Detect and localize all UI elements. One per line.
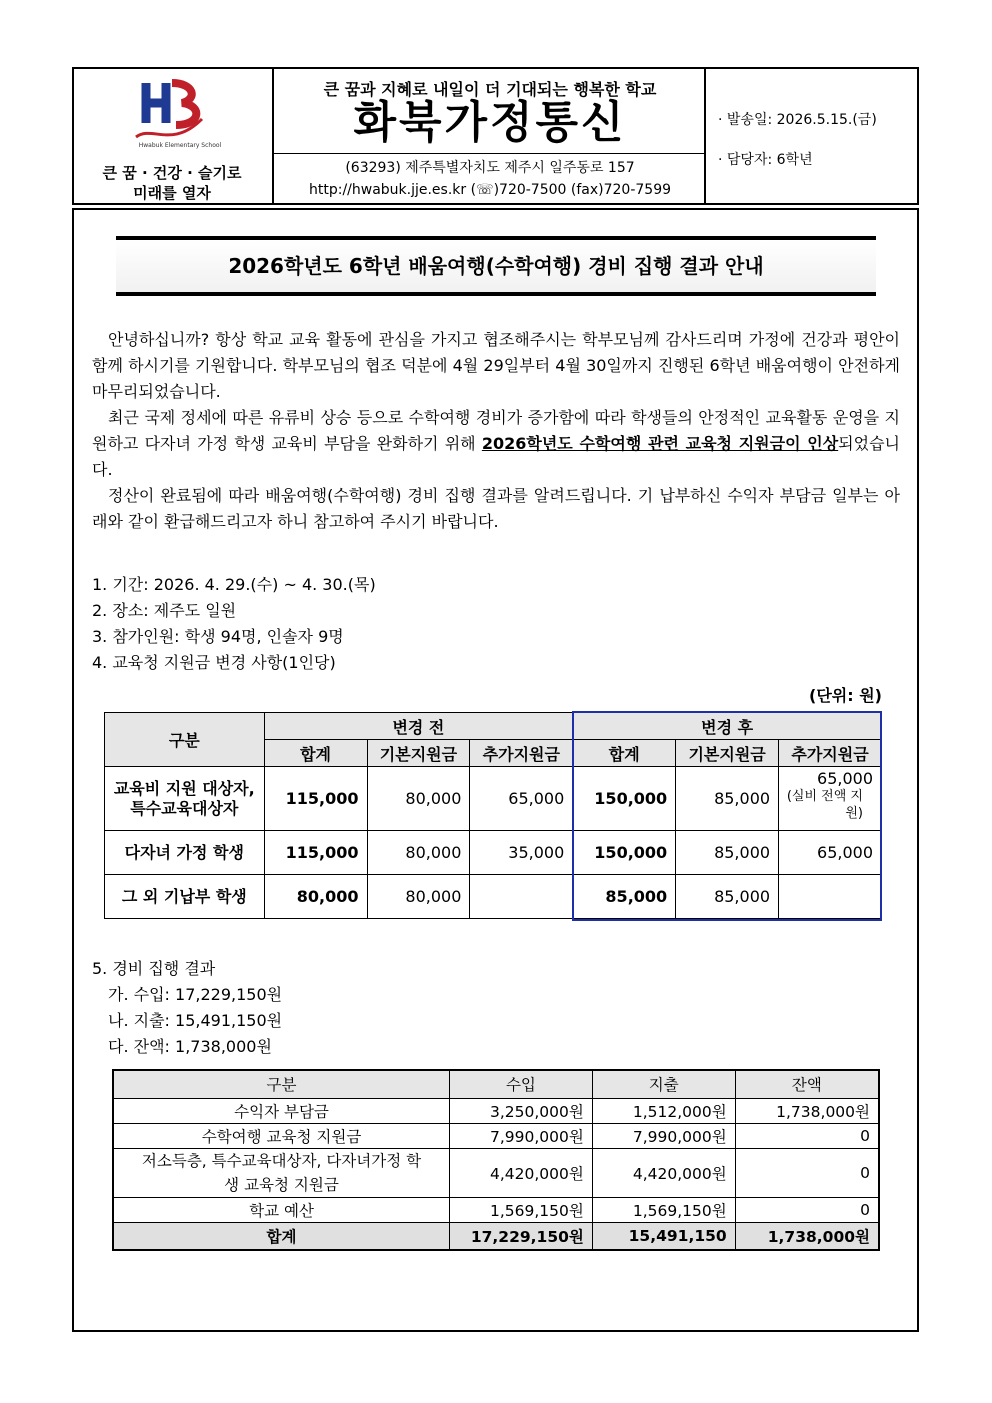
unit-label: (단위: 원)	[809, 686, 882, 705]
item-subsidy-change: 4. 교육청 지원금 변경 사항(1인당)	[92, 653, 336, 672]
item-expense: 나. 지출: 15,491,150원	[108, 1011, 283, 1030]
table-row	[113, 1123, 879, 1148]
support-highlight: 2026학년도 수학여행 관련 교육청 지원금이 인상	[481, 434, 839, 453]
header-before-extra: 추가지원금	[470, 740, 573, 767]
header-category: 구분	[105, 713, 265, 767]
cell-income: 7,990,000원	[450, 1123, 593, 1148]
header-category: 구분	[113, 1070, 450, 1098]
row-label: 그 외 기납부 학생	[105, 875, 265, 919]
motto-line2: 미래를 열자	[133, 184, 211, 202]
total-income: 17,229,150원	[450, 1222, 593, 1250]
cell-income: 1,569,150원	[450, 1197, 593, 1222]
support-text-end: 되었습니다.	[92, 434, 900, 479]
table-row	[105, 767, 882, 831]
document-title-bar	[116, 236, 876, 296]
cell-expense: 7,990,000원	[592, 1123, 735, 1148]
school-address	[274, 157, 706, 201]
person-in-charge: · 담당자: 6학년	[718, 152, 813, 168]
cell-before-extra	[470, 875, 573, 919]
total-balance: 1,738,000원	[735, 1222, 879, 1250]
cell-balance: 0	[735, 1123, 879, 1148]
cell-balance: 0	[735, 1148, 879, 1197]
item-expense-result: 5. 경비 집행 결과	[92, 959, 216, 978]
cell-expense: 1,569,150원	[592, 1197, 735, 1222]
item-place: 2. 장소: 제주도 일원	[92, 601, 237, 620]
item-income: 가. 수입: 17,229,150원	[108, 985, 283, 1004]
school-logo-icon	[132, 79, 222, 151]
row-label: 저소득층, 특수교육대상자, 다자녀가정 학생 교육청 지원금	[113, 1148, 450, 1197]
cell-before-total: 115,000	[264, 767, 367, 831]
logo-text: Hwabuk Elementary School	[138, 142, 222, 149]
cell-after-total: 150,000	[573, 831, 676, 875]
cell-before-base: 80,000	[367, 831, 470, 875]
item-period: 1. 기간: 2026. 4. 29.(수) ~ 4. 30.(목)	[92, 575, 376, 594]
row-label: 수학여행 교육청 지원금	[113, 1123, 450, 1148]
header-expense: 지출	[592, 1070, 735, 1098]
paragraph-support	[92, 405, 900, 483]
cell-before-extra: 35,000	[470, 831, 573, 875]
school-slogan: 큰 꿈과 지혜로 내일이 더 기대되는 행복한 학교	[323, 80, 657, 99]
document-title: 2026학년도 6학년 배움여행(수학여행) 경비 집행 결과 안내	[116, 240, 876, 292]
header-after: 변경 후	[573, 713, 882, 740]
newsletter-title: 화북가정통신	[353, 97, 627, 148]
issue-info-cell	[706, 69, 917, 203]
subsidy-change-table	[104, 712, 882, 919]
after-extra-note: (실비 전액 지원)	[786, 789, 863, 821]
header-after-total: 합계	[573, 740, 676, 767]
cell-income: 3,250,000원	[450, 1098, 593, 1123]
item-balance: 다. 잔액: 1,738,000원	[108, 1037, 272, 1056]
header-after-base: 기본지원금	[676, 740, 779, 767]
address-line: (63293) 제주특별자치도 제주시 일주동로 157	[345, 160, 635, 176]
paragraph-settlement: 정산이 완료됨에 따라 배움여행(수학여행) 경비 집행 결과를 알려드립니다. 기 납부하신 수익자 부담금 일부는 아래와 같이 환급해드리고자 하니 참고하여 주시기 바랍니다.	[92, 486, 900, 531]
expense-result-list	[92, 956, 282, 1060]
newsletter-header	[72, 67, 919, 205]
cell-after-base: 85,000	[676, 875, 779, 919]
cell-before-base: 80,000	[367, 875, 470, 919]
row-label: 다자녀 가정 학생	[105, 831, 265, 875]
cell-after-total: 85,000	[573, 875, 676, 919]
contact-line[interactable]: http://hwabuk.jje.es.kr (☏)720-7500 (fax)720-7599	[308, 182, 672, 198]
table-row	[113, 1197, 879, 1222]
table-row	[105, 831, 882, 875]
info-list	[92, 572, 376, 676]
paragraph-greeting: 안녕하십니까? 항상 학교 교육 활동에 관심을 가지고 협조해주시는 학부모님께 감사드리며 가정에 건강과 평안이 함께 하시기를 기원합니다. 학부모님의 협조 덕분에 4월 29일부터 4월 30일까지 진행된 6학년 배움여행이 안전하게 마무리되었습니다.	[92, 330, 900, 401]
support-text: 최근 국제 정세에 따른 유류비 상승 등으로 수학여행 경비가 증가함에 따라 학생들의 안정적인 교육활동 운영을 지원하고 다자녀 가정 학생 교육비 부담을 완화하기 위해	[92, 408, 900, 453]
header-income: 수입	[450, 1070, 593, 1098]
table-total-row	[113, 1222, 879, 1250]
after-extra-value: 65,000	[817, 769, 873, 788]
cell-before-total: 80,000	[264, 875, 367, 919]
table-row	[113, 1148, 879, 1197]
cell-balance: 0	[735, 1197, 879, 1222]
cell-income: 4,420,000원	[450, 1148, 593, 1197]
title-cell	[274, 69, 706, 203]
issue-date: · 발송일: 2026.5.15.(금)	[718, 112, 877, 128]
cell-after-base: 85,000	[676, 767, 779, 831]
cell-before-base: 80,000	[367, 767, 470, 831]
cell-balance: 1,738,000원	[735, 1098, 879, 1123]
row-label: 교육비 지원 대상자, 특수교육대상자	[105, 767, 265, 831]
motto-line1: 큰 꿈 · 건강 · 슬기로	[102, 164, 242, 182]
school-motto	[74, 163, 270, 203]
header-after-extra: 추가지원금	[779, 740, 882, 767]
header-divider	[274, 153, 706, 154]
cell-expense: 4,420,000원	[592, 1148, 735, 1197]
header-before: 변경 전	[264, 713, 573, 740]
cell-after-extra: 65,000	[779, 831, 882, 875]
total-expense: 15,491,150	[592, 1222, 735, 1250]
cell-before-extra: 65,000	[470, 767, 573, 831]
cell-after-extra	[779, 875, 882, 919]
intro-paragraphs	[92, 327, 900, 535]
header-before-total: 합계	[264, 740, 367, 767]
cell-expense: 1,512,000원	[592, 1098, 735, 1123]
school-logo-cell	[74, 69, 274, 203]
cell-after-base: 85,000	[676, 831, 779, 875]
table-row	[113, 1098, 879, 1123]
header-before-base: 기본지원금	[367, 740, 470, 767]
cell-after-extra	[779, 767, 882, 831]
header-balance: 잔액	[735, 1070, 879, 1098]
row-label: 학교 예산	[113, 1197, 450, 1222]
cell-after-total: 150,000	[573, 767, 676, 831]
total-label: 합계	[113, 1222, 450, 1250]
row-label: 수익자 부담금	[113, 1098, 450, 1123]
cell-before-total: 115,000	[264, 831, 367, 875]
table-row	[105, 875, 882, 919]
expense-result-table	[112, 1069, 880, 1251]
item-participants: 3. 참가인원: 학생 94명, 인솔자 9명	[92, 627, 344, 646]
